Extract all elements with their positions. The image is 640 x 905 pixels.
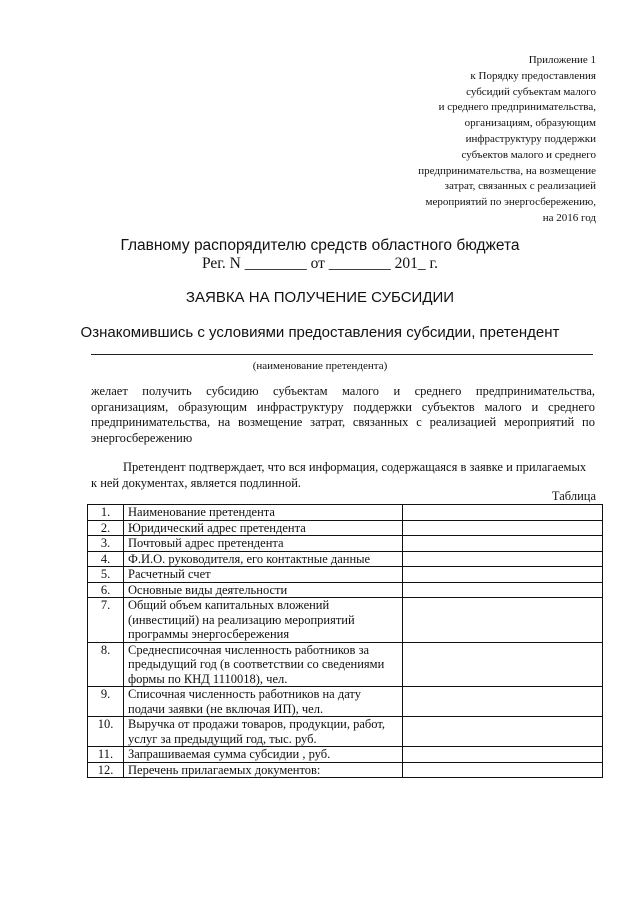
appendix-line: затрат, связанных с реализацией <box>444 180 596 193</box>
row-number: 5. <box>88 567 124 583</box>
row-number: 3. <box>88 536 124 552</box>
row-number: 8. <box>88 642 124 687</box>
table-row <box>88 582 603 598</box>
table-row <box>88 687 603 717</box>
row-label: Расчетный счет <box>124 567 403 583</box>
row-number: 1. <box>88 505 124 521</box>
row-value-cell[interactable] <box>403 642 603 687</box>
appendix-line: субъектов малого и среднего <box>461 148 596 161</box>
row-label: Среднесписочная численность работников за предыдущий год (в соответствии со сведениями формы по КНД 1110018), чел. <box>124 642 403 687</box>
row-label: Наименование претендента <box>124 505 403 521</box>
recipient-block <box>0 237 640 273</box>
table-row <box>88 520 603 536</box>
appendix-line: мероприятий по энергосбережению, <box>425 196 596 209</box>
row-number: 4. <box>88 551 124 567</box>
row-value-cell[interactable] <box>403 598 603 643</box>
row-value-cell[interactable] <box>403 536 603 552</box>
row-number: 10. <box>88 717 124 747</box>
row-label: Списочная численность работников на дату подачи заявки (не включая ИП), чел. <box>124 687 403 717</box>
table-row <box>88 717 603 747</box>
row-value-cell[interactable] <box>403 505 603 521</box>
confirmation-paragraph: Претендент подтверждает, что вся информация, содержащаяся в заявке и прилагаемых к ней документах, является подлинной. <box>91 460 587 490</box>
table-row <box>88 762 603 778</box>
appendix-line: и среднего предпринимательства, <box>438 101 596 114</box>
appendix-line: организациям, образующим <box>464 117 596 130</box>
row-label: Запрашиваемая сумма субсидии , руб. <box>124 747 403 763</box>
appendix-line: предпринимательства, на возмещение <box>418 164 596 177</box>
row-number: 9. <box>88 687 124 717</box>
row-number: 6. <box>88 582 124 598</box>
row-label: Общий объем капитальных вложений (инвестиций) на реализацию мероприятий программы энергосбережения <box>124 598 403 643</box>
row-value-cell[interactable] <box>403 762 603 778</box>
row-number: 2. <box>88 520 124 536</box>
table-row <box>88 567 603 583</box>
appendix-line: субсидий субъектам малого <box>466 85 596 98</box>
row-label: Юридический адрес претендента <box>124 520 403 536</box>
table-row <box>88 551 603 567</box>
row-number: 7. <box>88 598 124 643</box>
row-number: 12. <box>88 762 124 778</box>
row-label: Основные виды деятельности <box>124 582 403 598</box>
document-title: ЗАЯВКА НА ПОЛУЧЕНИЕ СУБСИДИИ <box>185 289 455 306</box>
appendix-line: к Порядку предоставления <box>470 69 596 82</box>
row-label: Перечень прилагаемых документов: <box>124 762 403 778</box>
applicant-name-line <box>91 354 593 355</box>
row-label: Почтовый адрес претендента <box>124 536 403 552</box>
row-value-cell[interactable] <box>403 582 603 598</box>
applicant-name-hint: (наименование претендента) <box>252 360 388 372</box>
request-paragraph: желает получить субсидию субъектам малого и среднего предпринимательства, организациям, образующим инфраструктуру поддержки субъектов малого и среднего предпринимательства, на возмещение затрат, связанных с реализацией мероприятий по энергосбережению <box>91 384 595 445</box>
appendix-line: инфраструктуру поддержки <box>465 132 596 145</box>
intro-text: Ознакомившись с условиями предоставления субсидии, претендент <box>80 324 560 341</box>
row-value-cell[interactable] <box>403 520 603 536</box>
table-row <box>88 505 603 521</box>
table-row <box>88 536 603 552</box>
registration-line: Рег. N ________ от ________ 201_ г. <box>201 255 439 272</box>
table-row <box>88 747 603 763</box>
appendix-line: на 2016 год <box>542 211 596 224</box>
row-value-cell[interactable] <box>403 551 603 567</box>
row-value-cell[interactable] <box>403 687 603 717</box>
row-label: Выручка от продажи товаров, продукции, работ, услуг за предыдущий год, тыс. руб. <box>124 717 403 747</box>
row-value-cell[interactable] <box>403 567 603 583</box>
application-table <box>87 504 603 778</box>
row-value-cell[interactable] <box>403 747 603 763</box>
row-label: Ф.И.О. руководителя, его контактные данные <box>124 551 403 567</box>
table-caption: Таблица <box>551 489 596 503</box>
row-number: 11. <box>88 747 124 763</box>
appendix-block <box>296 53 596 227</box>
recipient-line: Главному распорядителю средств областного бюджета <box>120 237 520 254</box>
appendix-line: Приложение 1 <box>528 54 596 66</box>
row-value-cell[interactable] <box>403 717 603 747</box>
table-row <box>88 642 603 687</box>
table-row <box>88 598 603 643</box>
